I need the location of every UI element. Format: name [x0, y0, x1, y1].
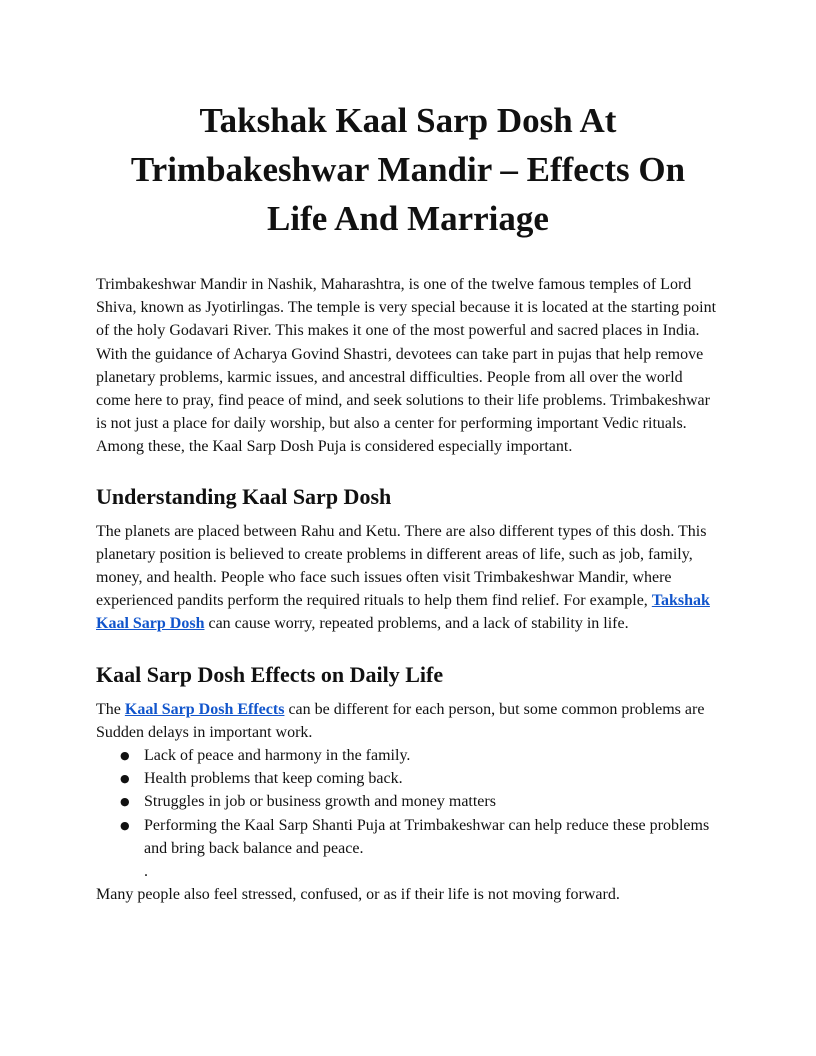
- effects-bullet-list: [96, 744, 720, 860]
- kaal-sarp-dosh-effects-link[interactable]: Kaal Sarp Dosh Effects: [124, 700, 285, 718]
- list-item: [96, 767, 720, 790]
- bullet-icon: ●: [120, 795, 130, 809]
- page-title: Takshak Kaal Sarp Dosh At Trimbakeshwar Mandir – Effects On Life And Marriage: [130, 101, 686, 238]
- paragraph-text: The planets are placed between Rahu and Ketu. There are also different types of this dosh. This planetary position is believed to create problems in different areas of life, such as job, family, money, and health. People who face such issues often visit Trimbakeshwar Mandir, where experienced pandits perform the required rituals to help them find relief. For example,: [96, 522, 707, 610]
- section-heading-effects: Kaal Sarp Dosh Effects on Daily Life: [96, 661, 444, 687]
- list-item: [96, 790, 720, 813]
- list-item-text: Performing the Kaal Sarp Shanti Puja at Trimbakeshwar can help reduce these problems and bring back balance and peace.: [144, 816, 710, 857]
- takshak-kaal-sarp-dosh-link[interactable]: Takshak Kaal Sarp Dosh: [96, 592, 710, 633]
- list-item: [96, 814, 720, 860]
- paragraph-text: can be different for each person, but some common problems are Sudden delays in important work.: [96, 700, 705, 741]
- list-item-text: Lack of peace and harmony in the family.: [144, 747, 411, 765]
- section-heading-understanding: Understanding Kaal Sarp Dosh: [96, 483, 392, 509]
- document-page: [96, 96, 720, 906]
- section-paragraph-effects: [96, 698, 720, 744]
- list-trailing-dot: .: [144, 863, 148, 881]
- paragraph-text: can cause worry, repeated problems, and a lack of stability in life.: [204, 615, 629, 633]
- closing-paragraph: Many people also feel stressed, confused, or as if their life is not moving forward.: [96, 886, 620, 904]
- intro-paragraph: Trimbakeshwar Mandir in Nashik, Maharashtra, is one of the twelve famous temples of Lord Shiva, known as Jyotirlingas. The temple is very special because it is located at the starting point of the holy Godavari River. This makes it one of the most powerful and sacred places in India. With the guidance of Acharya Govind Shastri, devotees can take part in pujas that help remove planetary problems, karmic issues, and ancestral difficulties. People from all over the world come here to pray, find peace of mind, and seek solutions to their life problems. Trimbakeshwar is not just a place for daily worship, but also a center for performing important Vedic rituals. Among these, the Kaal Sarp Dosh Puja is considered especially important.: [96, 276, 717, 456]
- bullet-icon: ●: [120, 818, 130, 832]
- bullet-icon: ●: [120, 772, 130, 786]
- bullet-icon: ●: [120, 749, 130, 763]
- paragraph-text: The: [96, 700, 125, 718]
- list-item-text: Struggles in job or business growth and money matters: [144, 793, 496, 811]
- section-paragraph-understanding: [96, 520, 720, 636]
- list-item-text: Health problems that keep coming back.: [144, 770, 403, 788]
- list-item: [96, 744, 720, 767]
